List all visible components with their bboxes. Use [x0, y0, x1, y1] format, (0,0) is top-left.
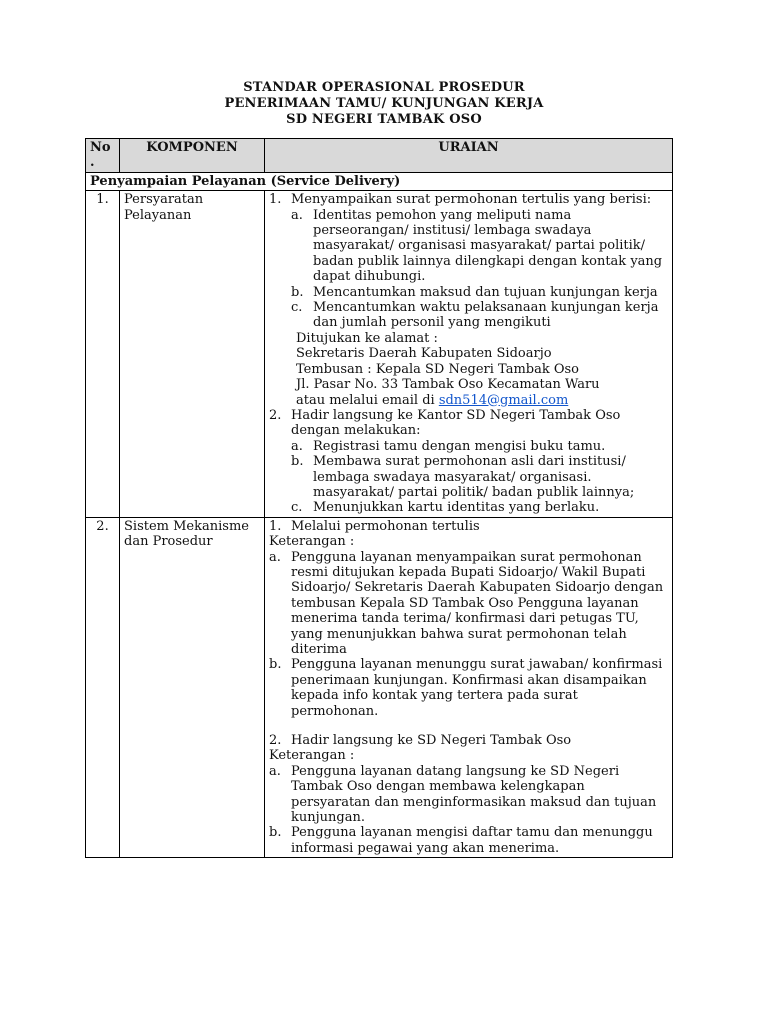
list-item	[269, 657, 668, 719]
address-line: Jl. Pasar No. 33 Tambak Oso Kecamatan Waru	[296, 377, 600, 393]
header-komponen: KOMPONEN	[120, 139, 265, 173]
row-number: 1.	[86, 191, 120, 518]
title-line-2: PENERIMAAN TAMU/ KUNJUNGAN KERJA	[224, 96, 544, 111]
row-komponen: Persyaratan Pelayanan	[120, 191, 265, 518]
list-item	[269, 500, 668, 515]
item-letter: a.	[269, 549, 281, 565]
address-line: Tembusan : Kepala SD Negeri Tambak Oso	[296, 361, 580, 377]
address-email-line	[296, 393, 668, 408]
list-item	[269, 285, 668, 300]
item-letter: c.	[291, 300, 303, 316]
item-letter: b.	[269, 825, 282, 841]
item-text: Menyampaikan surat permohonan tertulis yang berisi:	[291, 192, 652, 208]
item-number: 1.	[269, 192, 282, 208]
item-text: Pengguna layanan menunggu surat jawaban/ konfirmasi penerimaan kunjungan. Konfirmasi akan disampaikan kepada info kontak yang tertera pada surat permohonan.	[291, 657, 663, 719]
list-item	[269, 454, 668, 500]
item-number: 2.	[269, 733, 282, 749]
item-text: Mencantumkan waktu pelaksanaan kunjungan kerja dan jumlah personil yang mengikuti	[313, 300, 659, 331]
list-item	[269, 300, 668, 331]
list-item	[269, 764, 668, 826]
item-text: Menunjukkan kartu identitas yang berlaku.	[313, 500, 600, 516]
email-prefix: atau melalui email di	[296, 392, 439, 408]
sop-table	[85, 138, 673, 858]
item-text: Melalui permohonan tertulis	[291, 518, 480, 534]
item-text: Registrasi tamu dengan mengisi buku tamu.	[313, 438, 606, 454]
list-item	[269, 208, 668, 285]
item-letter: b.	[269, 657, 282, 673]
item-text: Pengguna layanan datang langsung ke SD Negeri Tambak Oso dengan membawa kelengkapan persyaratan dan menginformasikan maksud dan tujuan kunjungan.	[291, 763, 657, 826]
list-item	[269, 733, 668, 748]
header-uraian: URAIAN	[265, 139, 673, 173]
keterangan-label: Keterangan :	[269, 534, 355, 550]
item-letter: b.	[291, 454, 304, 470]
list-item	[269, 825, 668, 856]
email-link[interactable]: sdn514@gmail.com	[438, 392, 569, 408]
document-title	[0, 80, 768, 128]
section-row	[86, 172, 673, 190]
spacer	[269, 719, 668, 733]
section-title: Penyampaian Pelayanan (Service Delivery)	[86, 172, 673, 190]
item-text: Membawa surat permohonan asli dari institusi/ lembaga swadaya masyarakat/ organisasi. masyarakat/ partai politik/ badan publik lainnya;	[313, 454, 635, 500]
title-line-1: STANDAR OPERASIONAL PROSEDUR	[243, 80, 525, 95]
title-line-3: SD NEGERI TAMBAK OSO	[286, 112, 482, 127]
address-block	[269, 331, 668, 408]
item-text: Pengguna layanan mengisi daftar tamu dan menunggu informasi pegawai yang akan menerima.	[291, 825, 653, 856]
row-number: 2.	[86, 517, 120, 858]
address-intro: Ditujukan ke alamat :	[296, 330, 438, 346]
item-letter: a.	[291, 438, 303, 454]
item-letter: c.	[291, 500, 303, 516]
item-text: Hadir langsung ke Kantor SD Negeri Tambak Oso dengan melakukan:	[291, 407, 621, 439]
list-item	[269, 192, 668, 207]
list-item	[269, 439, 668, 454]
table-row	[86, 191, 673, 518]
address-line: Sekretaris Daerah Kabupaten Sidoarjo	[296, 346, 552, 362]
item-text: Mencantumkan maksud dan tujuan kunjungan kerja	[313, 284, 658, 300]
table-header-row	[86, 139, 673, 173]
keterangan-label: Keterangan :	[269, 748, 355, 764]
item-text: Pengguna layanan menyampaikan surat permohonan resmi ditujukan kepada Bupati Sidoarjo/ Wakil Bupati Sidoarjo/ Sekretaris Daerah Kabupaten Sidoarjo dengan tembusan Kepala SD Tambak Oso Pengguna layanan menerima tanda terima/ konfirmasi dari petugas TU, yang menunjukkan bahwa surat permohonan telah diterima	[291, 549, 664, 657]
item-text: Hadir langsung ke SD Negeri Tambak Oso	[291, 733, 572, 749]
row-uraian	[265, 517, 673, 858]
item-letter: a.	[269, 763, 281, 779]
item-letter: a.	[291, 207, 303, 223]
row-komponen: Sistem Mekanisme dan Prosedur	[120, 517, 265, 858]
header-no: No .	[86, 139, 120, 173]
item-text: Identitas pemohon yang meliputi nama perseorangan/ institusi/ lembaga swadaya masyarakat/ organisasi masyarakat/ partai politik/ badan publik lainnya dilengkapi dengan kontak yang dapat dihubungi.	[313, 207, 663, 285]
item-number: 1.	[269, 518, 282, 534]
item-number: 2.	[269, 407, 282, 423]
list-item	[269, 550, 668, 658]
table-row	[86, 517, 673, 858]
list-item	[269, 408, 668, 439]
item-letter: b.	[291, 284, 304, 300]
list-item	[269, 519, 668, 534]
row-uraian	[265, 191, 673, 518]
